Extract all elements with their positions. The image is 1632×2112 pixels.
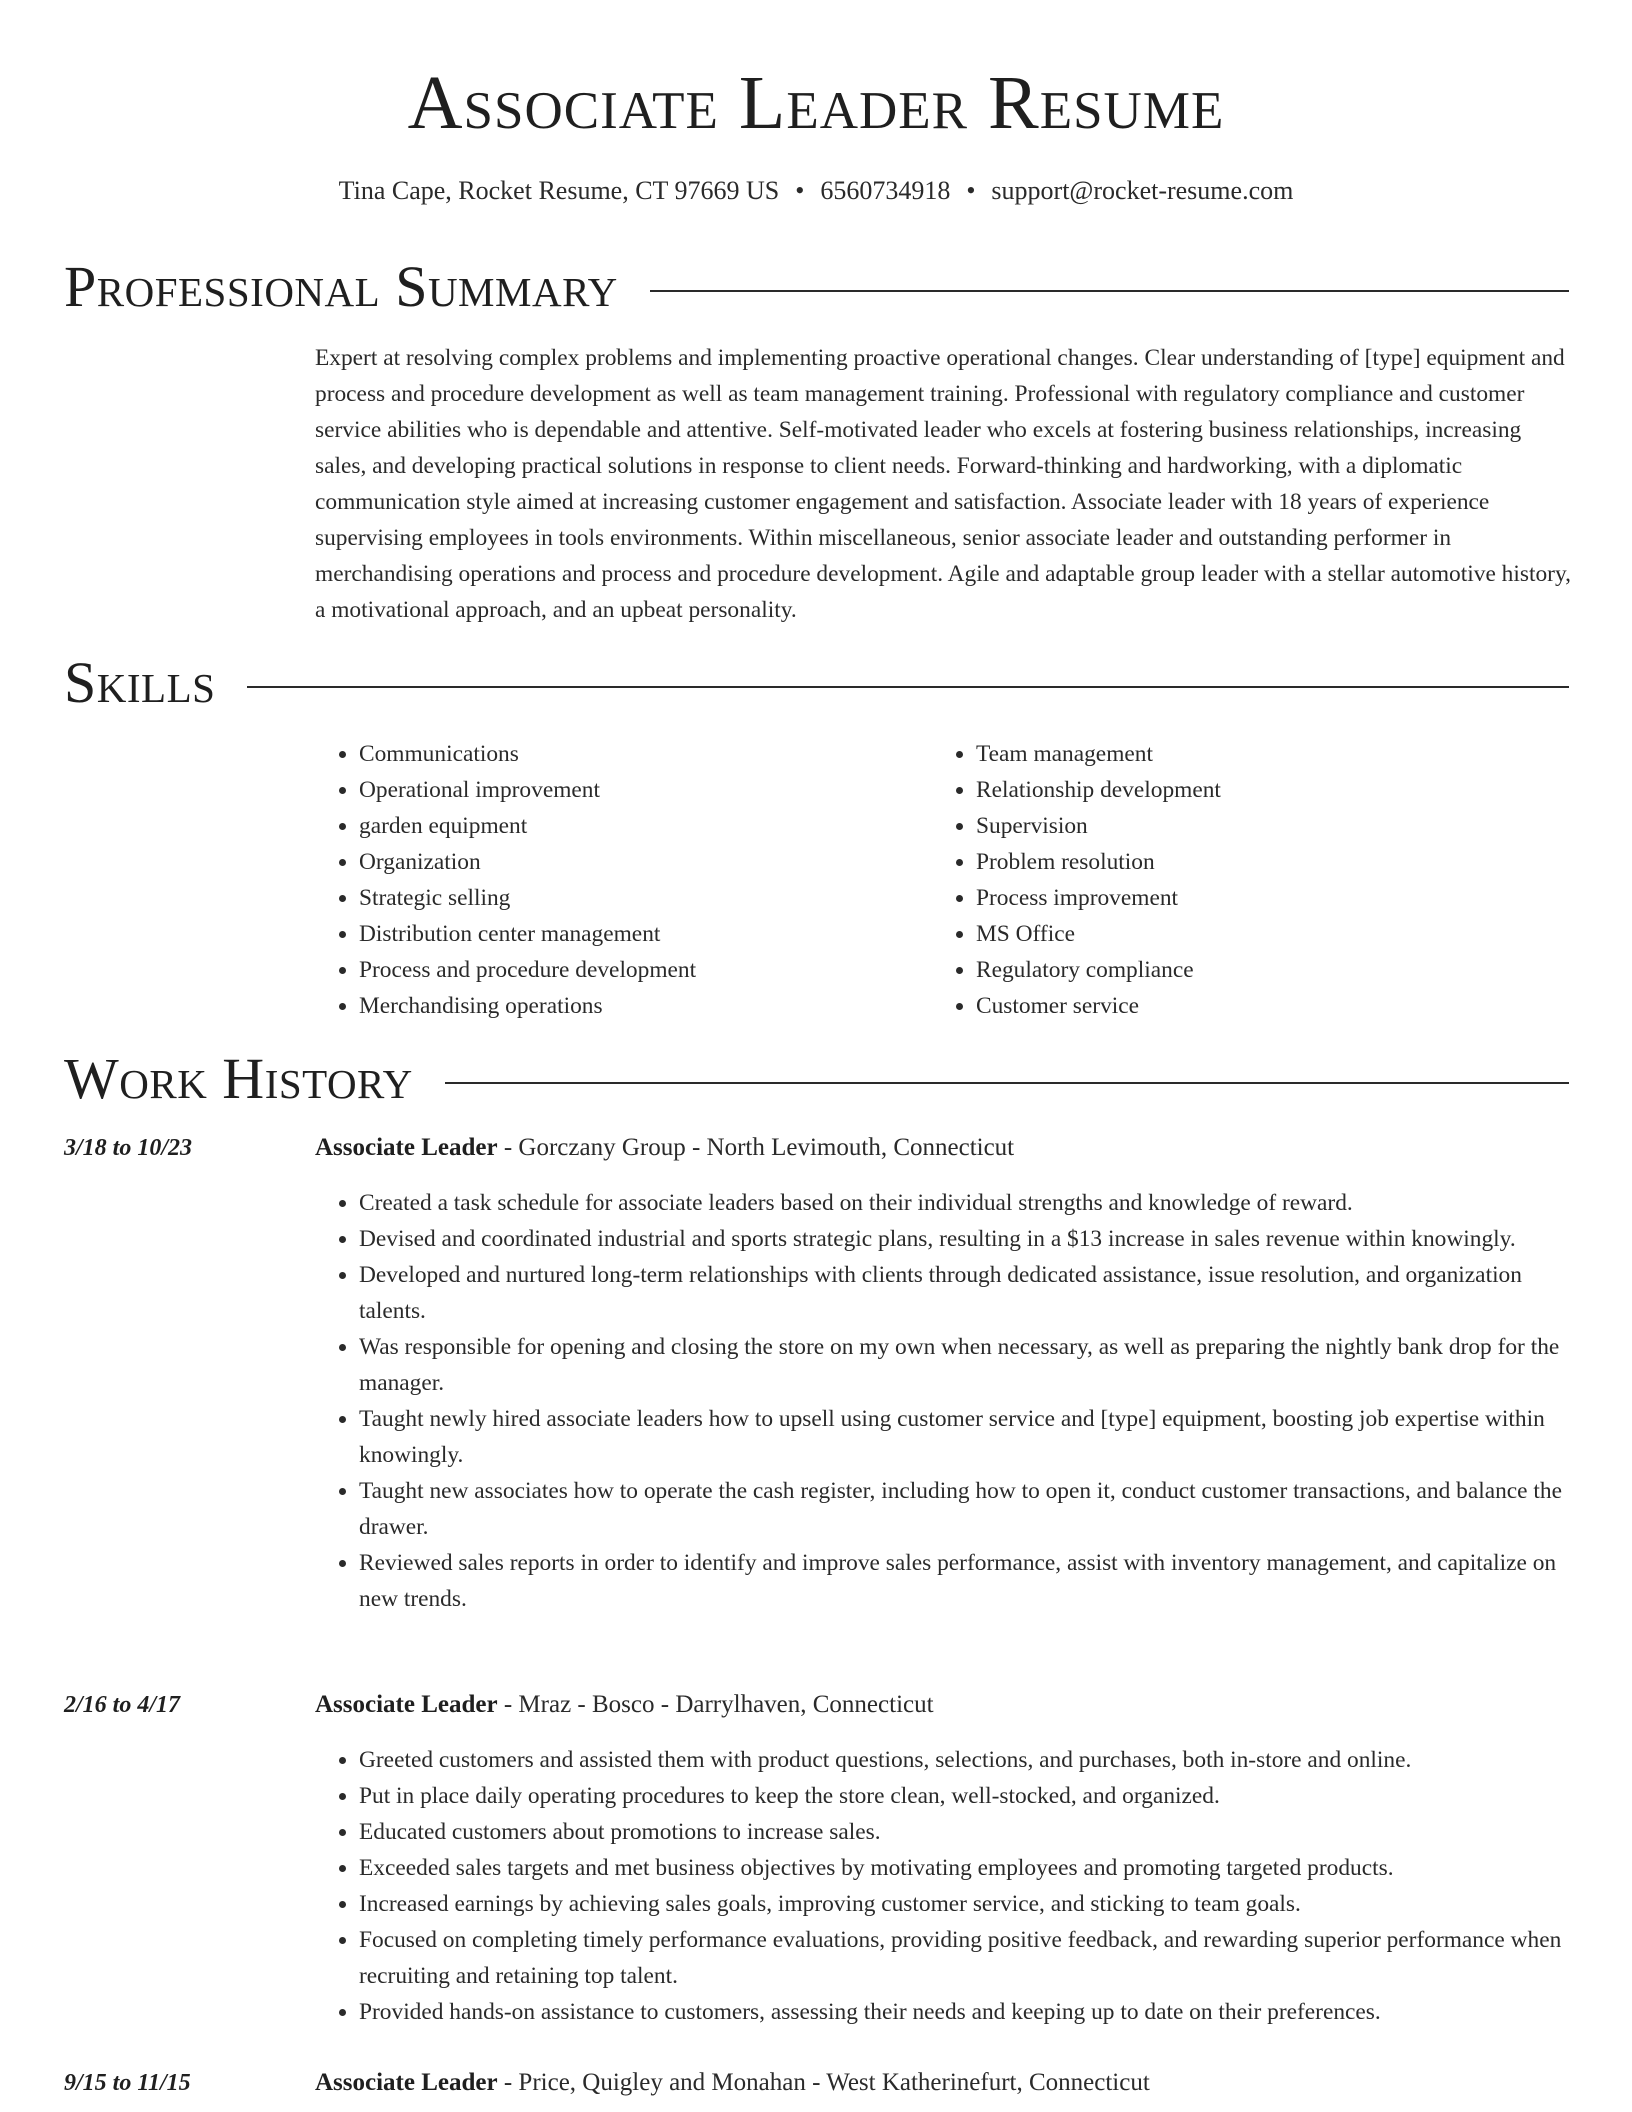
job-dates: 9/15 to 11/15 [64, 2070, 191, 2096]
duty-item: • Focused on completing timely performance evaluations, providing positive feedback, and rewarding superior performance when recruiting and retaining top talent. [359, 1922, 1573, 1994]
skills-column-right [932, 736, 1549, 1024]
skill-item: • Supervision [976, 808, 1549, 844]
job-heading [315, 2065, 1150, 2101]
skill-item: • Customer service [976, 988, 1549, 1024]
section-divider [445, 1082, 1569, 1084]
skill-item: • Distribution center management [359, 916, 932, 952]
work-section-title: Work History [64, 1046, 413, 1111]
job-employer: - Gorczany Group - North Levimouth, Connecticut [497, 1134, 1015, 1161]
duty-item: • Created a task schedule for associate leaders based on their individual strengths and knowledge of reward. [359, 1185, 1573, 1221]
work-section-header [64, 1047, 1569, 1111]
duty-item: • Was responsible for opening and closing the store on my own when necessary, as well as preparing the nightly bank drop for the manager. [359, 1329, 1573, 1401]
job-title: Associate Leader [315, 1134, 498, 1161]
skill-item: • Problem resolution [976, 844, 1549, 880]
skill-item: • Regulatory compliance [976, 952, 1549, 988]
summary-text: Expert at resolving complex problems and implementing proactive operational changes. Clear understanding of [type] equipment and process and procedure development as well as team management training. Professional with regulatory compliance and customer service abilities who is dependable and attentive. Self-motivated leader who excels at fostering business relationships, increasing sales, and developing practical solutions in response to client needs. Forward-thinking and hardworking, with a diplomatic communication style aimed at increasing customer engagement and satisfaction. Associate leader with 18 years of experience supervising employees in tools environments. Within miscellaneous, senior associate leader and outstanding performer in merchandising operations and process and procedure development. Agile and adaptable group leader with a stellar automotive history, a motivational approach, and an upbeat personality. [315, 345, 1571, 623]
skills-list [315, 736, 1573, 1024]
section-divider [650, 290, 1569, 292]
contact-separator: • [795, 176, 805, 205]
skill-item: • MS Office [976, 916, 1549, 952]
duty-item: • Provided hands-on assistance to customers, assessing their needs and keeping up to date on their preferences. [359, 1994, 1573, 2030]
job-employer: - Price, Quigley and Monahan - West Katherinefurt, Connecticut [497, 2069, 1150, 2096]
duty-item: • Taught newly hired associate leaders how to upsell using customer service and [type] equipment, boosting job expertise within knowingly. [359, 1401, 1573, 1473]
job-duties [315, 1185, 1573, 1617]
contact-email: support@rocket-resume.com [991, 176, 1294, 205]
job-title: Associate Leader [315, 1691, 498, 1718]
skill-item: • Process improvement [976, 880, 1549, 916]
job-dates: 2/16 to 4/17 [64, 1692, 181, 1718]
duty-item: • Educated customers about promotions to increase sales. [359, 1814, 1573, 1850]
job-title: Associate Leader [315, 2069, 498, 2096]
duty-item: • Put in place daily operating procedures to keep the store clean, well-stocked, and organized. [359, 1778, 1573, 1814]
job-employer: - Mraz - Bosco - Darrylhaven, Connecticut [497, 1691, 934, 1718]
duty-item: • Increased earnings by achieving sales goals, improving customer service, and sticking to team goals. [359, 1886, 1573, 1922]
skill-item: • Communications [359, 736, 932, 772]
contact-phone: 6560734918 [820, 176, 951, 205]
duty-item: • Taught new associates how to operate the cash register, including how to open it, conduct customer transactions, and balance the drawer. [359, 1473, 1573, 1545]
job-duties [315, 1742, 1573, 2030]
summary-section-title: Professional Summary [64, 254, 618, 319]
skill-item: • Merchandising operations [359, 988, 932, 1024]
duty-item: • Exceeded sales targets and met business objectives by motivating employees and promoting targeted products. [359, 1850, 1573, 1886]
skill-item: • Strategic selling [359, 880, 932, 916]
skills-section-title: Skills [64, 650, 216, 715]
contact-separator: • [966, 176, 976, 205]
skill-item: • Relationship development [976, 772, 1549, 808]
contact-address: Tina Cape, Rocket Resume, CT 97669 US [338, 176, 780, 205]
job-dates: 3/18 to 10/23 [64, 1135, 193, 1161]
skill-item: • garden equipment [359, 808, 932, 844]
resume-title: Associate Leader Resume [407, 61, 1225, 145]
skills-section-header [64, 651, 1569, 715]
job-heading [315, 1687, 934, 1723]
skills-column-left [315, 736, 932, 1024]
duty-item: • Reviewed sales reports in order to identify and improve sales performance, assist with inventory management, and capitalize on new trends. [359, 1545, 1573, 1617]
contact-line [0, 173, 1632, 209]
duty-item: • Devised and coordinated industrial and sports strategic plans, resulting in a $13 increase in sales revenue within knowingly. [359, 1221, 1573, 1257]
duty-item: • Developed and nurtured long-term relationships with clients through dedicated assistance, issue resolution, and organization talents. [359, 1257, 1573, 1329]
section-divider [247, 686, 1569, 688]
duty-item: • Greeted customers and assisted them with product questions, selections, and purchases, both in-store and online. [359, 1742, 1573, 1778]
summary-section-header [64, 255, 1569, 319]
skill-item: • Team management [976, 736, 1549, 772]
skill-item: • Organization [359, 844, 932, 880]
skill-item: • Process and procedure development [359, 952, 932, 988]
skill-item: • Operational improvement [359, 772, 932, 808]
job-heading [315, 1130, 1014, 1166]
